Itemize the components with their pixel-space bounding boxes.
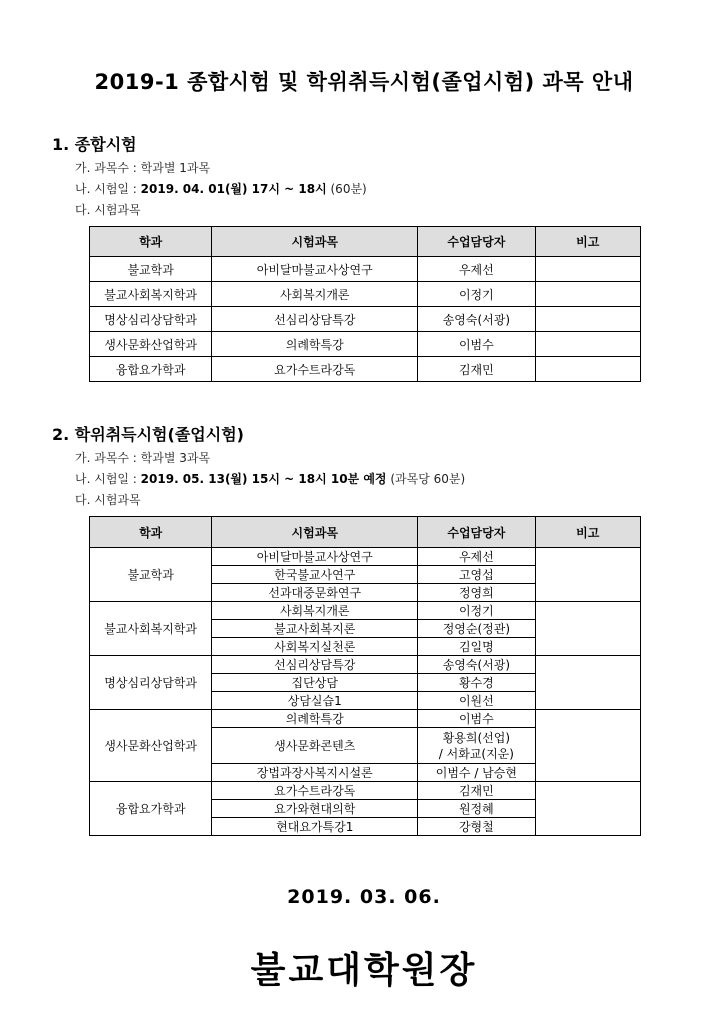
cell-subject: 요가수트라강독 xyxy=(212,357,418,382)
signature-title: 불교대학원장 xyxy=(250,950,478,991)
cell-note xyxy=(535,257,640,282)
cell-professor: 황수경 xyxy=(418,674,535,692)
cell-dept: 명상심리상담학과 xyxy=(90,307,212,332)
cell-dept: 불교학과 xyxy=(90,548,212,602)
table-row xyxy=(90,357,641,382)
header-note: 비고 xyxy=(535,227,640,257)
section1-date-line xyxy=(75,180,367,197)
header-dept: 학과 xyxy=(90,227,212,257)
cell-note xyxy=(535,548,640,602)
cell-professor xyxy=(418,728,535,764)
table-row xyxy=(90,656,641,674)
header-professor: 수업담당자 xyxy=(418,227,535,257)
cell-dept: 불교사회복지학과 xyxy=(90,282,212,307)
cell-professor: 고영섭 xyxy=(418,566,535,584)
cell-subject: 사회복지실천론 xyxy=(212,638,418,656)
section1-subjects-label: 다. 시험과목 xyxy=(75,203,141,217)
cell-professor: 이정기 xyxy=(418,602,535,620)
section1-heading: 1. 종합시험 xyxy=(52,135,137,154)
cell-subject: 불교사회복지론 xyxy=(212,620,418,638)
cell-note xyxy=(535,282,640,307)
cell-subject: 요가와현대의학 xyxy=(212,800,418,818)
table-header-row xyxy=(90,517,641,548)
cell-subject: 의례학특강 xyxy=(212,710,418,728)
table-row xyxy=(90,257,641,282)
cell-professor: 우제선 xyxy=(418,548,535,566)
header-professor: 수업담당자 xyxy=(418,517,535,548)
cell-subject: 선심리상담특강 xyxy=(212,307,418,332)
cell-professor: 김재민 xyxy=(418,782,535,800)
cell-subject: 장법과장사복지시설론 xyxy=(212,764,418,782)
header-note: 비고 xyxy=(535,517,640,548)
table-row xyxy=(90,332,641,357)
cell-professor: 김일명 xyxy=(418,638,535,656)
cell-professor: 정영희 xyxy=(418,584,535,602)
professor-line-1: 황용희(선업) xyxy=(442,730,511,745)
cell-dept: 불교사회복지학과 xyxy=(90,602,212,656)
table-row xyxy=(90,782,641,800)
cell-professor: 송영숙(서광) xyxy=(418,656,535,674)
cell-note xyxy=(535,357,640,382)
exam-table-graduation xyxy=(89,516,641,836)
cell-note xyxy=(535,782,640,836)
cell-note xyxy=(535,656,640,710)
cell-subject: 상담실습1 xyxy=(212,692,418,710)
section2-date-suffix: (과목당 60분) xyxy=(386,472,466,486)
section1-date-value: 2019. 04. 01(월) 17시 ~ 18시 xyxy=(140,182,327,196)
cell-professor: 이범수 xyxy=(418,332,535,357)
table-row xyxy=(90,548,641,566)
cell-subject: 한국불교사연구 xyxy=(212,566,418,584)
cell-dept: 명상심리상담학과 xyxy=(90,656,212,710)
cell-subject: 요가수트라강독 xyxy=(212,782,418,800)
table-row xyxy=(90,282,641,307)
cell-subject: 선심리상담특강 xyxy=(212,656,418,674)
header-subject: 시험과목 xyxy=(212,517,418,548)
cell-note xyxy=(535,307,640,332)
cell-dept: 생사문화산업학과 xyxy=(90,332,212,357)
cell-professor: 이범수 / 남승현 xyxy=(418,764,535,782)
exam-table-comprehensive xyxy=(89,226,641,382)
page-title: 2019-1 종합시험 및 학위취득시험(졸업시험) 과목 안내 xyxy=(94,70,634,94)
cell-professor: 이원선 xyxy=(418,692,535,710)
section2-count: 가. 과목수 : 학과별 3과목 xyxy=(75,451,211,465)
cell-professor: 강형철 xyxy=(418,818,535,836)
cell-dept: 융합요가학과 xyxy=(90,357,212,382)
cell-subject: 의례학특강 xyxy=(212,332,418,357)
section1-count: 가. 과목수 : 학과별 1과목 xyxy=(75,161,211,175)
professor-line-2: / 서화교(지운) xyxy=(438,746,514,761)
cell-subject: 아비달마불교사상연구 xyxy=(212,548,418,566)
cell-professor: 우제선 xyxy=(418,257,535,282)
cell-subject: 아비달마불교사상연구 xyxy=(212,257,418,282)
cell-subject: 사회복지개론 xyxy=(212,282,418,307)
section2-date-prefix: 나. 시험일 : xyxy=(75,472,141,486)
section1-date-prefix: 나. 시험일 : xyxy=(75,182,141,196)
cell-professor: 김재민 xyxy=(418,357,535,382)
cell-subject: 선과대중문화연구 xyxy=(212,584,418,602)
cell-subject: 집단상담 xyxy=(212,674,418,692)
table-row xyxy=(90,307,641,332)
cell-professor: 이범수 xyxy=(418,710,535,728)
section1-date-suffix: (60분) xyxy=(326,182,367,196)
cell-note xyxy=(535,332,640,357)
cell-dept: 불교학과 xyxy=(90,257,212,282)
table-row xyxy=(90,602,641,620)
section2-subjects-label: 다. 시험과목 xyxy=(75,493,141,507)
section2-date-line xyxy=(75,470,465,487)
header-subject: 시험과목 xyxy=(212,227,418,257)
table-header-row xyxy=(90,227,641,257)
cell-professor: 이정기 xyxy=(418,282,535,307)
cell-dept: 생사문화산업학과 xyxy=(90,710,212,782)
cell-note xyxy=(535,602,640,656)
cell-professor: 원정혜 xyxy=(418,800,535,818)
cell-professor: 송영숙(서광) xyxy=(418,307,535,332)
header-dept: 학과 xyxy=(90,517,212,548)
cell-subject: 사회복지개론 xyxy=(212,602,418,620)
document-date: 2019. 03. 06. xyxy=(287,886,441,908)
cell-professor: 정영순(정관) xyxy=(418,620,535,638)
cell-subject: 생사문화콘텐츠 xyxy=(212,728,418,764)
cell-note xyxy=(535,710,640,782)
table-row xyxy=(90,710,641,728)
cell-subject: 현대요가특강1 xyxy=(212,818,418,836)
section2-heading: 2. 학위취득시험(졸업시험) xyxy=(52,425,244,444)
cell-dept: 융합요가학과 xyxy=(90,782,212,836)
section2-date-value: 2019. 05. 13(월) 15시 ~ 18시 10분 예정 xyxy=(140,472,387,486)
